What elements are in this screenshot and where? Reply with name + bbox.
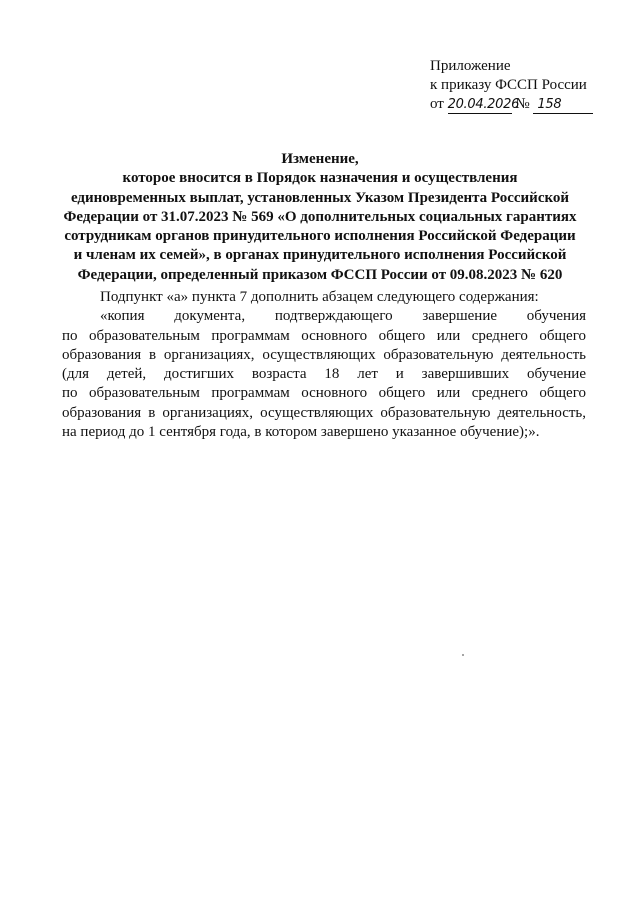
- title-line: сотрудникам органов принудительного исполнения Российской Федерации: [64, 228, 576, 245]
- number-label: №: [515, 96, 530, 112]
- scan-speck: [462, 654, 464, 656]
- title-line: единовременных выплат, установленных Указом Президента Российской: [70, 189, 570, 206]
- quote-line: по образовательным программам основного общего или среднего общего: [62, 327, 586, 344]
- handwritten-date: 20.04.2026: [447, 97, 520, 112]
- quote-line: (для детей, достигших возраста 18 лет и завершивших обучение: [62, 366, 586, 383]
- quote-last-line: на период до 1 сентября года, в котором завершено указанное обучение);».: [62, 424, 540, 441]
- handwritten-number: 158: [533, 97, 593, 114]
- appendix-header: [430, 57, 630, 114]
- order-date-number: [430, 95, 630, 114]
- title-line: Федерации от 31.07.2023 № 569 «О дополнительных социальных гарантиях: [63, 208, 577, 225]
- quote-line: по образовательным программам основного общего или среднего общего: [62, 385, 586, 402]
- title-line: Изменение,: [281, 151, 359, 167]
- intro-paragraph: Подпункт «а» пункта 7 дополнить абзацем следующего содержания:: [100, 289, 539, 305]
- quote-line: «копия документа, подтверждающего завершение обучения: [100, 308, 586, 325]
- title-line: Федерации, определенный приказом ФССП России от 09.08.2023 № 620: [77, 266, 563, 283]
- title-line: которое вносится в Порядок назначения и осуществления: [122, 170, 518, 187]
- quote-line: образования в организациях, осуществляющих образовательную деятельность: [62, 346, 586, 363]
- appendix-label: Приложение: [430, 58, 511, 74]
- quote-line: образования в организациях, осуществляющих образовательную деятельность,: [62, 404, 586, 421]
- from-label: от: [430, 96, 444, 112]
- title-line: и членам их семей», в органах принудительного исполнения Российской: [73, 247, 567, 264]
- quoted-paragraph: [62, 307, 586, 442]
- document-body: [62, 288, 586, 442]
- order-reference: к приказу ФССП России: [430, 77, 587, 93]
- document-title: [40, 150, 600, 285]
